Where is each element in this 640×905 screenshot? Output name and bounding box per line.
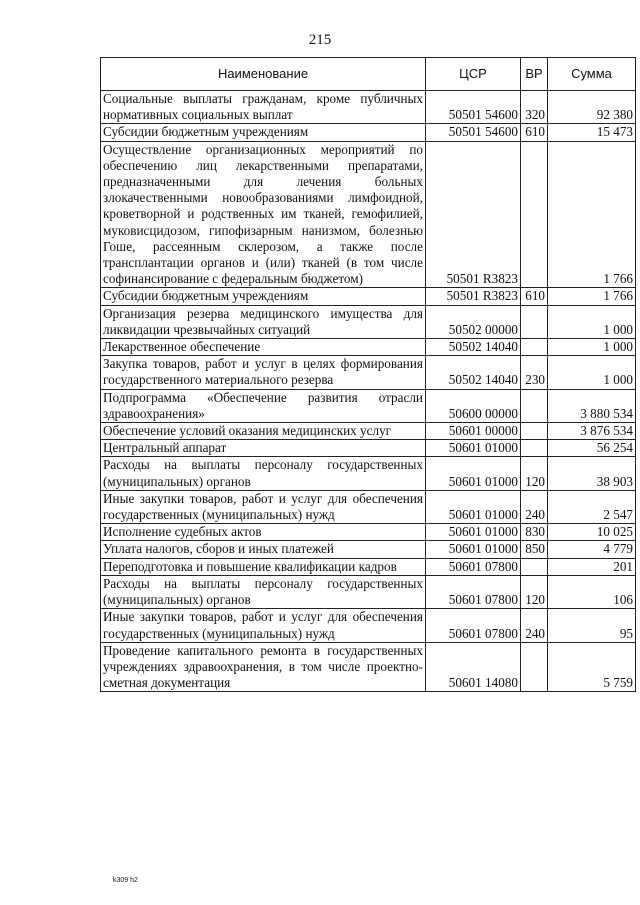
row-csr-cell: 50501 R3823 bbox=[426, 141, 521, 288]
row-vr-cell bbox=[521, 440, 548, 457]
table-row bbox=[101, 305, 636, 338]
row-csr-cell: 50601 01000 bbox=[426, 440, 521, 457]
table-row bbox=[101, 423, 636, 440]
table-row bbox=[101, 558, 636, 575]
row-sum-cell: 3 876 534 bbox=[548, 423, 636, 440]
row-vr-cell: 240 bbox=[521, 490, 548, 523]
row-vr-cell: 120 bbox=[521, 457, 548, 490]
row-vr-cell bbox=[521, 558, 548, 575]
row-name-cell: Центральный аппарат bbox=[101, 440, 426, 457]
table-row bbox=[101, 389, 636, 422]
row-csr-cell: 50601 07800 bbox=[426, 558, 521, 575]
row-vr-cell bbox=[521, 642, 548, 692]
row-sum-cell: 95 bbox=[548, 609, 636, 642]
row-sum-cell: 1 000 bbox=[548, 305, 636, 338]
row-name-cell: Иные закупки товаров, работ и услуг для обеспечения государственных (муниципальных) нужд bbox=[101, 490, 426, 523]
table-row bbox=[101, 575, 636, 608]
row-vr-cell bbox=[521, 141, 548, 288]
row-name-cell: Уплата налогов, сборов и иных платежей bbox=[101, 541, 426, 558]
row-sum-cell: 2 547 bbox=[548, 490, 636, 523]
table-row bbox=[101, 339, 636, 356]
row-name-cell: Исполнение судебных актов bbox=[101, 524, 426, 541]
column-header-sum: Сумма bbox=[548, 58, 636, 91]
row-sum-cell: 106 bbox=[548, 575, 636, 608]
table-row bbox=[101, 457, 636, 490]
row-name-cell: Обеспечение условий оказания медицинских услуг bbox=[101, 423, 426, 440]
row-sum-cell: 10 025 bbox=[548, 524, 636, 541]
row-sum-cell: 1 000 bbox=[548, 356, 636, 389]
row-csr-cell: 50601 00000 bbox=[426, 423, 521, 440]
table-row bbox=[101, 288, 636, 305]
row-sum-cell: 1 000 bbox=[548, 339, 636, 356]
row-csr-cell: 50601 01000 bbox=[426, 490, 521, 523]
row-vr-cell: 320 bbox=[521, 91, 548, 124]
row-sum-cell: 201 bbox=[548, 558, 636, 575]
column-header-vr: ВР bbox=[521, 58, 548, 91]
row-vr-cell: 240 bbox=[521, 609, 548, 642]
row-sum-cell: 92 380 bbox=[548, 91, 636, 124]
table-row bbox=[101, 440, 636, 457]
row-name-cell: Осуществление организационных мероприятий по обеспечению лиц лекарственными препаратами, предназначенными для лечения больных злокачественными новообразованиями лимфоидной, кроветворной и родственных им тканей, гемофилией, муковисцидозом, гипофизарным нанизмом, болезнью Гоше, рассеянным склерозом, а также после трансплантации органов и (или) тканей (в том числе софинансирование с федеральным бюджетом) bbox=[101, 141, 426, 288]
table-row bbox=[101, 642, 636, 692]
table-row bbox=[101, 490, 636, 523]
table-row bbox=[101, 124, 636, 141]
page-number: 215 bbox=[308, 32, 332, 48]
row-vr-cell: 830 bbox=[521, 524, 548, 541]
table-header-row bbox=[101, 58, 636, 91]
table-row bbox=[101, 91, 636, 124]
row-sum-cell: 5 759 bbox=[548, 642, 636, 692]
table-row bbox=[101, 609, 636, 642]
row-csr-cell: 50601 14080 bbox=[426, 642, 521, 692]
table-body bbox=[101, 91, 636, 692]
row-csr-cell: 50501 54600 bbox=[426, 91, 521, 124]
row-sum-cell: 1 766 bbox=[548, 288, 636, 305]
row-csr-cell: 50601 07800 bbox=[426, 575, 521, 608]
row-name-cell: Лекарственное обеспечение bbox=[101, 339, 426, 356]
row-vr-cell: 610 bbox=[521, 124, 548, 141]
row-vr-cell bbox=[521, 423, 548, 440]
row-csr-cell: 50501 R3823 bbox=[426, 288, 521, 305]
row-name-cell: Субсидии бюджетным учреждениям bbox=[101, 124, 426, 141]
row-sum-cell: 3 880 534 bbox=[548, 389, 636, 422]
row-name-cell: Расходы на выплаты персоналу государственных (муниципальных) органов bbox=[101, 575, 426, 608]
row-csr-cell: 50601 07800 bbox=[426, 609, 521, 642]
row-sum-cell: 1 766 bbox=[548, 141, 636, 288]
row-csr-cell: 50502 00000 bbox=[426, 305, 521, 338]
row-name-cell: Подпрограмма «Обеспечение развития отрасли здравоохранения» bbox=[101, 389, 426, 422]
row-csr-cell: 50601 01000 bbox=[426, 457, 521, 490]
table-row bbox=[101, 524, 636, 541]
row-vr-cell: 230 bbox=[521, 356, 548, 389]
row-name-cell: Социальные выплаты гражданам, кроме публичных нормативных социальных выплат bbox=[101, 91, 426, 124]
row-csr-cell: 50502 14040 bbox=[426, 339, 521, 356]
row-vr-cell: 610 bbox=[521, 288, 548, 305]
row-csr-cell: 50600 00000 bbox=[426, 389, 521, 422]
row-sum-cell: 15 473 bbox=[548, 124, 636, 141]
row-csr-cell: 50601 01000 bbox=[426, 524, 521, 541]
table-row bbox=[101, 356, 636, 389]
row-vr-cell: 850 bbox=[521, 541, 548, 558]
row-name-cell: Организация резерва медицинского имущества для ликвидации чрезвычайных ситуаций bbox=[101, 305, 426, 338]
row-csr-cell: 50601 01000 bbox=[426, 541, 521, 558]
row-sum-cell: 56 254 bbox=[548, 440, 636, 457]
column-header-csr: ЦСР bbox=[426, 58, 521, 91]
row-name-cell: Расходы на выплаты персоналу государственных (муниципальных) органов bbox=[101, 457, 426, 490]
budget-table bbox=[100, 57, 636, 692]
row-name-cell: Закупка товаров, работ и услуг в целях формирования государственного материального резерва bbox=[101, 356, 426, 389]
row-vr-cell: 120 bbox=[521, 575, 548, 608]
row-name-cell: Переподготовка и повышение квалификации кадров bbox=[101, 558, 426, 575]
row-csr-cell: 50502 14040 bbox=[426, 356, 521, 389]
table-row bbox=[101, 541, 636, 558]
row-csr-cell: 50501 54600 bbox=[426, 124, 521, 141]
row-vr-cell bbox=[521, 389, 548, 422]
column-header-name: Наименование bbox=[101, 58, 426, 91]
row-name-cell: Проведение капитального ремонта в государственных учреждениях здравоохранения, в том числе проектно-сметная документация bbox=[101, 642, 426, 692]
table-row bbox=[101, 141, 636, 288]
row-name-cell: Иные закупки товаров, работ и услуг для обеспечения государственных (муниципальных) нужд bbox=[101, 609, 426, 642]
row-vr-cell bbox=[521, 305, 548, 338]
row-vr-cell bbox=[521, 339, 548, 356]
row-sum-cell: 38 903 bbox=[548, 457, 636, 490]
row-sum-cell: 4 779 bbox=[548, 541, 636, 558]
footer-code: k309 h2 bbox=[113, 877, 138, 884]
row-name-cell: Субсидии бюджетным учреждениям bbox=[101, 288, 426, 305]
